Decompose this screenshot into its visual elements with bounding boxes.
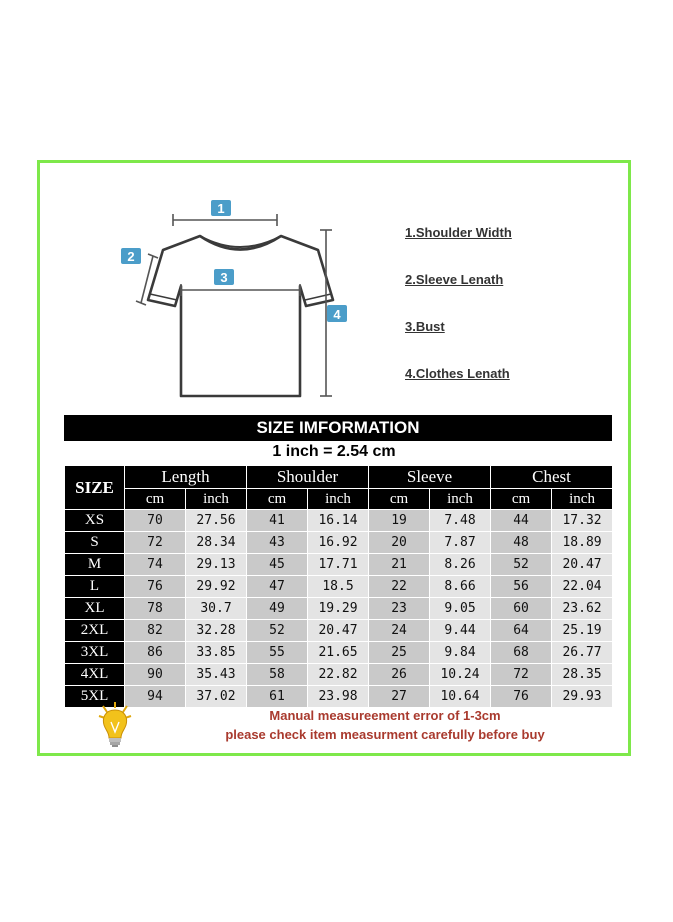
unit-header-row	[65, 489, 613, 510]
table-cell: 17.71	[308, 554, 369, 576]
legend-sleeve-length: 2.Sleeve Lenath	[405, 272, 504, 287]
size-label: 4XL	[65, 664, 125, 686]
table-cell: 74	[125, 554, 186, 576]
measurement-check-note: please check item measurment carefully before buy	[225, 727, 545, 742]
table-cell: 19.29	[308, 598, 369, 620]
table-cell: 86	[125, 642, 186, 664]
size-label: 5XL	[65, 686, 125, 708]
table-cell: 20	[369, 532, 430, 554]
size-column-header: SIZE	[65, 466, 125, 510]
table-cell: 20.47	[552, 554, 613, 576]
size-chart-frame	[37, 160, 631, 756]
legend-shoulder-width: 1.Shoulder Width	[405, 225, 512, 240]
table-cell: 29.13	[186, 554, 247, 576]
table-cell: 23.62	[552, 598, 613, 620]
table-cell: 25.19	[552, 620, 613, 642]
unit-conversion: 1 inch = 2.54 cm	[272, 443, 396, 460]
table-cell: 68	[491, 642, 552, 664]
table-cell: 52	[491, 554, 552, 576]
table-cell: 35.43	[186, 664, 247, 686]
size-label: 3XL	[65, 642, 125, 664]
table-cell: 8.66	[430, 576, 491, 598]
table-cell: 23	[369, 598, 430, 620]
table-cell: 23.98	[308, 686, 369, 708]
table-cell: 48	[491, 532, 552, 554]
group-header-chest: Chest	[491, 466, 613, 489]
table-cell: 52	[247, 620, 308, 642]
table-cell: 41	[247, 510, 308, 532]
table-cell: 72	[491, 664, 552, 686]
measurement-error-note: Manual measureement error of 1-3cm	[269, 708, 501, 723]
badge-2: 2	[127, 249, 135, 264]
table-cell: 25	[369, 642, 430, 664]
table-row	[65, 554, 613, 576]
size-label: 2XL	[65, 620, 125, 642]
table-cell: 9.05	[430, 598, 491, 620]
table-cell: 55	[247, 642, 308, 664]
table-row	[65, 576, 613, 598]
table-cell: 10.24	[430, 664, 491, 686]
unit-header-sleeve-cm: cm	[369, 489, 430, 510]
table-row	[65, 510, 613, 532]
table-cell: 26.77	[552, 642, 613, 664]
table-cell: 8.26	[430, 554, 491, 576]
size-info-title: SIZE IMFORMATION	[64, 415, 612, 441]
table-cell: 22.82	[308, 664, 369, 686]
unit-header-shoulder-inch: inch	[308, 489, 369, 510]
group-header-sleeve: Sleeve	[369, 466, 491, 489]
table-cell: 20.47	[308, 620, 369, 642]
table-cell: 60	[491, 598, 552, 620]
unit-header-sleeve-inch: inch	[430, 489, 491, 510]
size-table	[64, 465, 613, 708]
table-cell: 82	[125, 620, 186, 642]
table-row	[65, 598, 613, 620]
size-label: L	[65, 576, 125, 598]
table-cell: 17.32	[552, 510, 613, 532]
sleeve-hem-left	[150, 294, 177, 300]
table-row	[65, 664, 613, 686]
group-header-length: Length	[125, 466, 247, 489]
table-cell: 7.48	[430, 510, 491, 532]
table-cell: 26	[369, 664, 430, 686]
group-header-shoulder: Shoulder	[247, 466, 369, 489]
table-row	[65, 532, 613, 554]
table-cell: 22.04	[552, 576, 613, 598]
table-cell: 27	[369, 686, 430, 708]
table-cell: 94	[125, 686, 186, 708]
table-cell: 28.34	[186, 532, 247, 554]
badge-4: 4	[333, 307, 341, 322]
table-cell: 32.28	[186, 620, 247, 642]
lightbulb-icon	[95, 700, 135, 750]
table-cell: 56	[491, 576, 552, 598]
table-row	[65, 642, 613, 664]
table-cell: 76	[125, 576, 186, 598]
table-cell: 61	[247, 686, 308, 708]
table-cell: 45	[247, 554, 308, 576]
size-label: M	[65, 554, 125, 576]
tshirt-outline	[148, 236, 333, 396]
table-row	[65, 620, 613, 642]
table-cell: 27.56	[186, 510, 247, 532]
table-cell: 21	[369, 554, 430, 576]
table-cell: 76	[491, 686, 552, 708]
size-label: S	[65, 532, 125, 554]
legend-clothes-length: 4.Clothes Lenath	[405, 366, 510, 381]
size-table-body	[65, 510, 613, 708]
unit-header-length-inch: inch	[186, 489, 247, 510]
table-cell: 29.93	[552, 686, 613, 708]
legend-bust: 3.Bust	[405, 319, 445, 334]
table-cell: 58	[247, 664, 308, 686]
table-row	[65, 686, 613, 708]
table-cell: 18.5	[308, 576, 369, 598]
size-label: XS	[65, 510, 125, 532]
table-cell: 19	[369, 510, 430, 532]
tshirt-collar	[200, 236, 281, 247]
table-cell: 22	[369, 576, 430, 598]
table-cell: 7.87	[430, 532, 491, 554]
table-cell: 24	[369, 620, 430, 642]
table-cell: 33.85	[186, 642, 247, 664]
unit-header-chest-inch: inch	[552, 489, 613, 510]
table-cell: 78	[125, 598, 186, 620]
table-cell: 47	[247, 576, 308, 598]
size-label: XL	[65, 598, 125, 620]
table-cell: 37.02	[186, 686, 247, 708]
unit-header-length-cm: cm	[125, 489, 186, 510]
badge-1: 1	[217, 201, 225, 216]
measure-bust	[181, 284, 300, 296]
table-cell: 44	[491, 510, 552, 532]
table-cell: 16.92	[308, 532, 369, 554]
table-cell: 28.35	[552, 664, 613, 686]
table-cell: 30.7	[186, 598, 247, 620]
badge-3: 3	[220, 270, 228, 285]
table-cell: 49	[247, 598, 308, 620]
sleeve-hem-right	[305, 294, 331, 300]
unit-header-chest-cm: cm	[491, 489, 552, 510]
table-cell: 29.92	[186, 576, 247, 598]
table-cell: 72	[125, 532, 186, 554]
table-cell: 70	[125, 510, 186, 532]
table-cell: 9.84	[430, 642, 491, 664]
table-cell: 10.64	[430, 686, 491, 708]
table-cell: 21.65	[308, 642, 369, 664]
tshirt-diagram	[115, 188, 365, 408]
unit-header-shoulder-cm: cm	[247, 489, 308, 510]
table-cell: 64	[491, 620, 552, 642]
table-cell: 16.14	[308, 510, 369, 532]
table-cell: 9.44	[430, 620, 491, 642]
table-cell: 90	[125, 664, 186, 686]
table-cell: 43	[247, 532, 308, 554]
table-cell: 18.89	[552, 532, 613, 554]
